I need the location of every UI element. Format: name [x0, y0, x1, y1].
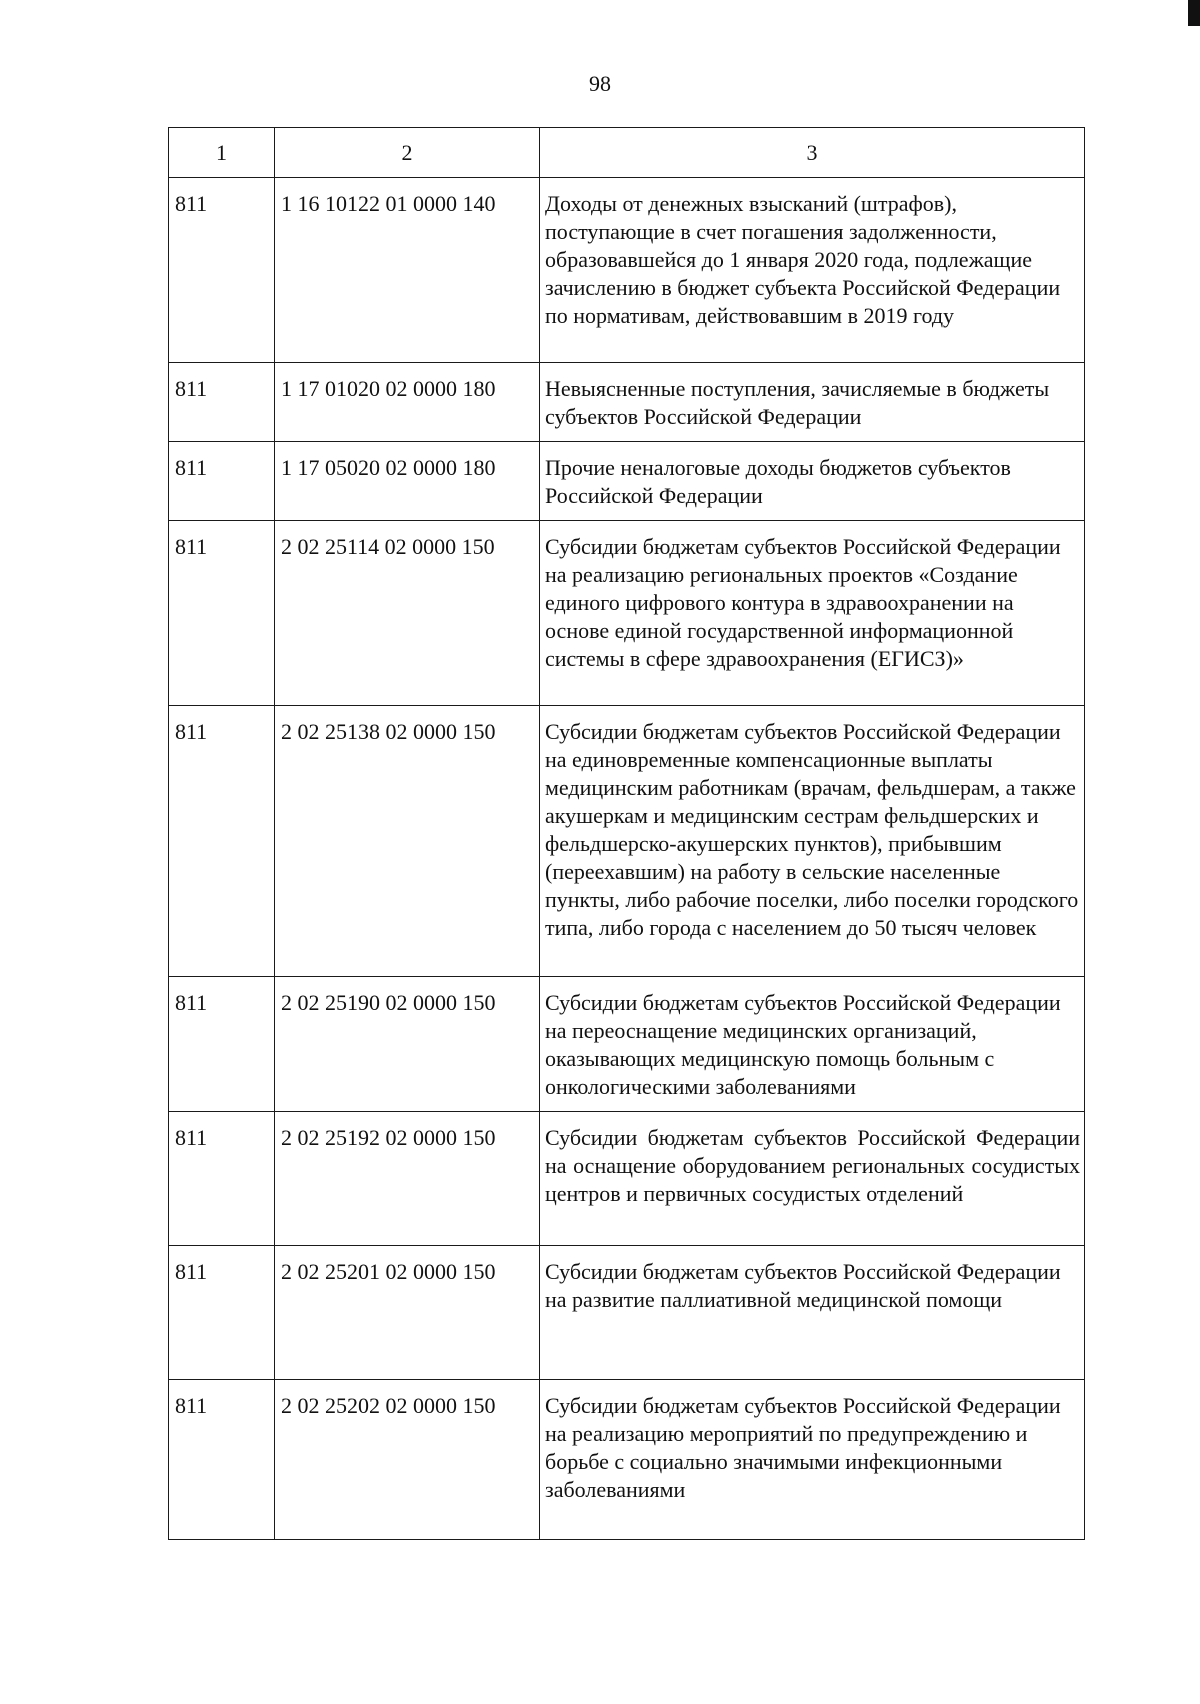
admin-code-cell: 811: [169, 363, 275, 442]
header-col-1: 1: [169, 128, 275, 178]
table-row: [169, 1380, 1085, 1540]
budget-code-cell: 2 02 25202 02 0000 150: [275, 1380, 540, 1540]
table-row: [169, 178, 1085, 363]
description-cell: Доходы от денежных взысканий (штрафов), поступающие в счет погашения задолженности, образовавшейся до 1 января 2020 года, подлежащие зачислению в бюджет субъекта Российской Федерации по нормативам, действовавшим в 2019 году: [540, 178, 1085, 363]
revenue-codes-table: [168, 127, 1085, 1540]
description-cell: Прочие неналоговые доходы бюджетов субъектов Российской Федерации: [540, 442, 1085, 521]
budget-code-cell: 1 17 01020 02 0000 180: [275, 363, 540, 442]
budget-code-cell: 2 02 25138 02 0000 150: [275, 706, 540, 977]
admin-code-cell: 811: [169, 1246, 275, 1380]
budget-code-cell: 2 02 25192 02 0000 150: [275, 1112, 540, 1246]
description-cell: Субсидии бюджетам субъектов Российской Федерации на оснащение оборудованием региональных сосудистых центров и первичных сосудистых отделений: [540, 1112, 1085, 1246]
admin-code-cell: 811: [169, 178, 275, 363]
admin-code-cell: 811: [169, 977, 275, 1112]
table-row: [169, 706, 1085, 977]
budget-code-cell: 1 16 10122 01 0000 140: [275, 178, 540, 363]
table-row: [169, 977, 1085, 1112]
admin-code-cell: 811: [169, 1380, 275, 1540]
description-cell: Субсидии бюджетам субъектов Российской Федерации на единовременные компенсационные выплаты медицинским работникам (врачам, фельдшерам, а также акушеркам и медицинским сестрам фельдшерских и фельдшерско-акушерских пунктов), прибывшим (переехавшим) на работу в сельские населенные пункты, либо рабочие поселки, либо поселки городского типа, либо города с населением до 50 тысяч человек: [540, 706, 1085, 977]
description-cell: Субсидии бюджетам субъектов Российской Федерации на реализацию мероприятий по предупреждению и борьбе с социально значимыми инфекционными заболеваниями: [540, 1380, 1085, 1540]
table-row: [169, 442, 1085, 521]
header-col-3: 3: [540, 128, 1085, 178]
table-row: [169, 363, 1085, 442]
description-cell: Субсидии бюджетам субъектов Российской Федерации на переоснащение медицинских организаций, оказывающих медицинскую помощь больным с онкологическими заболеваниями: [540, 977, 1085, 1112]
budget-code-cell: 2 02 25190 02 0000 150: [275, 977, 540, 1112]
admin-code-cell: 811: [169, 442, 275, 521]
scan-edge-mark: [1188, 0, 1200, 26]
admin-code-cell: 811: [169, 1112, 275, 1246]
description-cell: Невыясненные поступления, зачисляемые в бюджеты субъектов Российской Федерации: [540, 363, 1085, 442]
budget-code-cell: 1 17 05020 02 0000 180: [275, 442, 540, 521]
description-cell: Субсидии бюджетам субъектов Российской Федерации на развитие паллиативной медицинской помощи: [540, 1246, 1085, 1380]
table-header-row: [169, 128, 1085, 178]
table-row: [169, 1112, 1085, 1246]
header-col-2: 2: [275, 128, 540, 178]
page-number: 98: [589, 71, 611, 96]
table-row: [169, 1246, 1085, 1380]
table-row: [169, 521, 1085, 706]
admin-code-cell: 811: [169, 521, 275, 706]
budget-code-cell: 2 02 25114 02 0000 150: [275, 521, 540, 706]
admin-code-cell: 811: [169, 706, 275, 977]
budget-code-cell: 2 02 25201 02 0000 150: [275, 1246, 540, 1380]
description-cell: Субсидии бюджетам субъектов Российской Федерации на реализацию региональных проектов «Создание единого цифрового контура в здравоохранении на основе единой государственной информационной системы в сфере здравоохранения (ЕГИСЗ)»: [540, 521, 1085, 706]
